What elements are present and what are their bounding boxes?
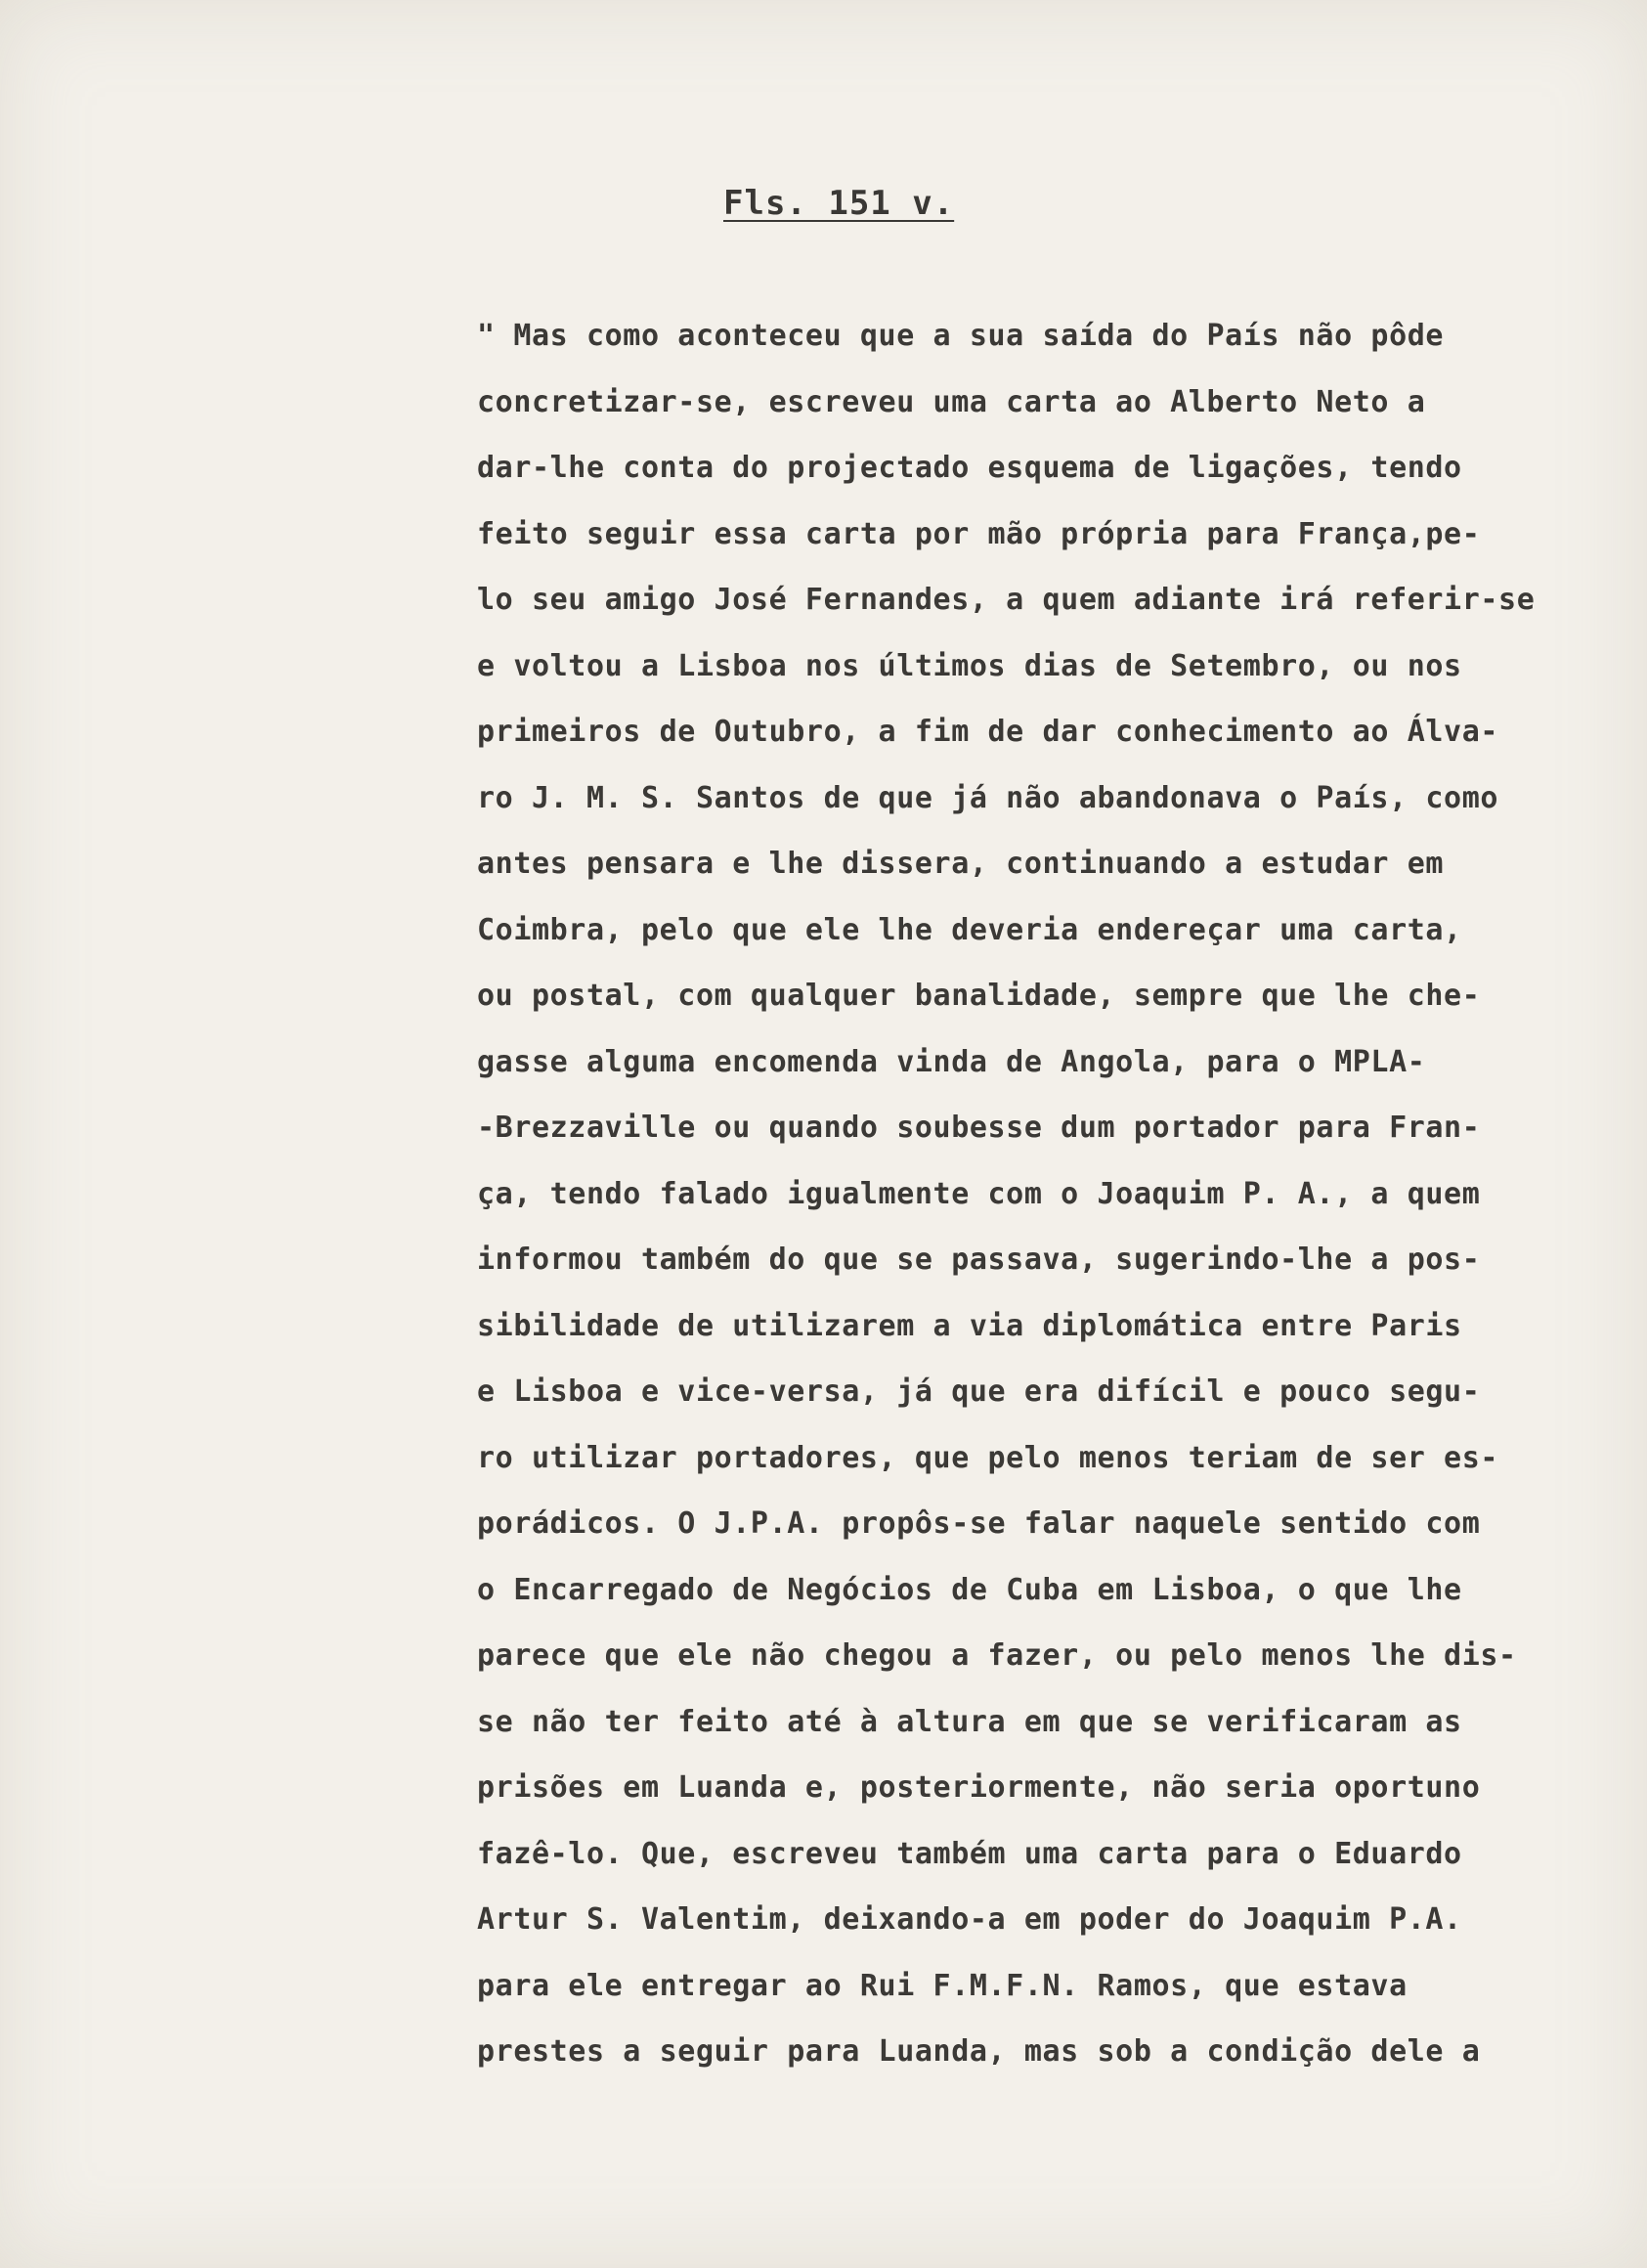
text-line: gasse alguma encomenda vinda de Angola, para o MPLA-: [477, 1044, 1426, 1079]
text-line: o Encarregado de Negócios de Cuba em Lisboa, o que lhe: [477, 1572, 1462, 1607]
typed-text-body: [477, 303, 1640, 2085]
text-line: feito seguir essa carta por mão própria para França,pe-: [477, 516, 1481, 551]
page-heading: Fls. 151 v.: [723, 184, 955, 223]
text-line: se não ter feito até à altura em que se verificaram as: [477, 1704, 1462, 1739]
text-line: ça, tendo falado igualmente com o Joaquim P. A., a quem: [477, 1176, 1481, 1211]
text-line: porádicos. O J.P.A. propôs-se falar naquele sentido com: [477, 1506, 1481, 1541]
text-line: parece que ele não chegou a fazer, ou pelo menos lhe dis-: [477, 1638, 1517, 1673]
text-line: ou postal, com qualquer banalidade, sempre que lhe che-: [477, 979, 1481, 1013]
text-line: " Mas como aconteceu que a sua saída do País não pôde: [477, 319, 1445, 353]
text-line: e voltou a Lisboa nos últimos dias de Setembro, ou nos: [477, 648, 1462, 683]
text-line: ro J. M. S. Santos de que já não abandonava o País, como: [477, 780, 1499, 815]
text-line: ro utilizar portadores, que pelo menos teriam de ser es-: [477, 1440, 1499, 1475]
text-line: e Lisboa e vice-versa, já que era difícil e pouco segu-: [477, 1374, 1481, 1409]
text-line: Artur S. Valentim, deixando-a em poder do Joaquim P.A.: [477, 1902, 1462, 1937]
text-line: antes pensara e lhe dissera, continuando a estudar em: [477, 847, 1445, 881]
text-line: concretizar-se, escreveu uma carta ao Alberto Neto a: [477, 384, 1426, 419]
text-line: prisões em Luanda e, posteriormente, não seria oportuno: [477, 1770, 1481, 1805]
text-line: primeiros de Outubro, a fim de dar conhecimento ao Álva-: [477, 715, 1499, 749]
text-line: sibilidade de utilizarem a via diplomática entre Paris: [477, 1308, 1462, 1343]
text-line: informou também do que se passava, sugerindo-lhe a pos-: [477, 1243, 1481, 1277]
text-line: lo seu amigo José Fernandes, a quem adiante irá referir-se: [477, 583, 1536, 617]
text-line: dar-lhe conta do projectado esquema de ligações, tendo: [477, 451, 1462, 485]
text-line: fazê-lo. Que, escreveu também uma carta para o Eduardo: [477, 1836, 1462, 1871]
text-line: Coimbra, pelo que ele lhe deveria endereçar uma carta,: [477, 912, 1462, 947]
text-line: -Brezzaville ou quando soubesse dum portador para Fran-: [477, 1111, 1481, 1145]
text-line: para ele entregar ao Rui F.M.F.N. Ramos, que estava: [477, 1968, 1408, 2003]
text-line: prestes a seguir para Luanda, mas sob a condição dele a: [477, 2034, 1481, 2069]
